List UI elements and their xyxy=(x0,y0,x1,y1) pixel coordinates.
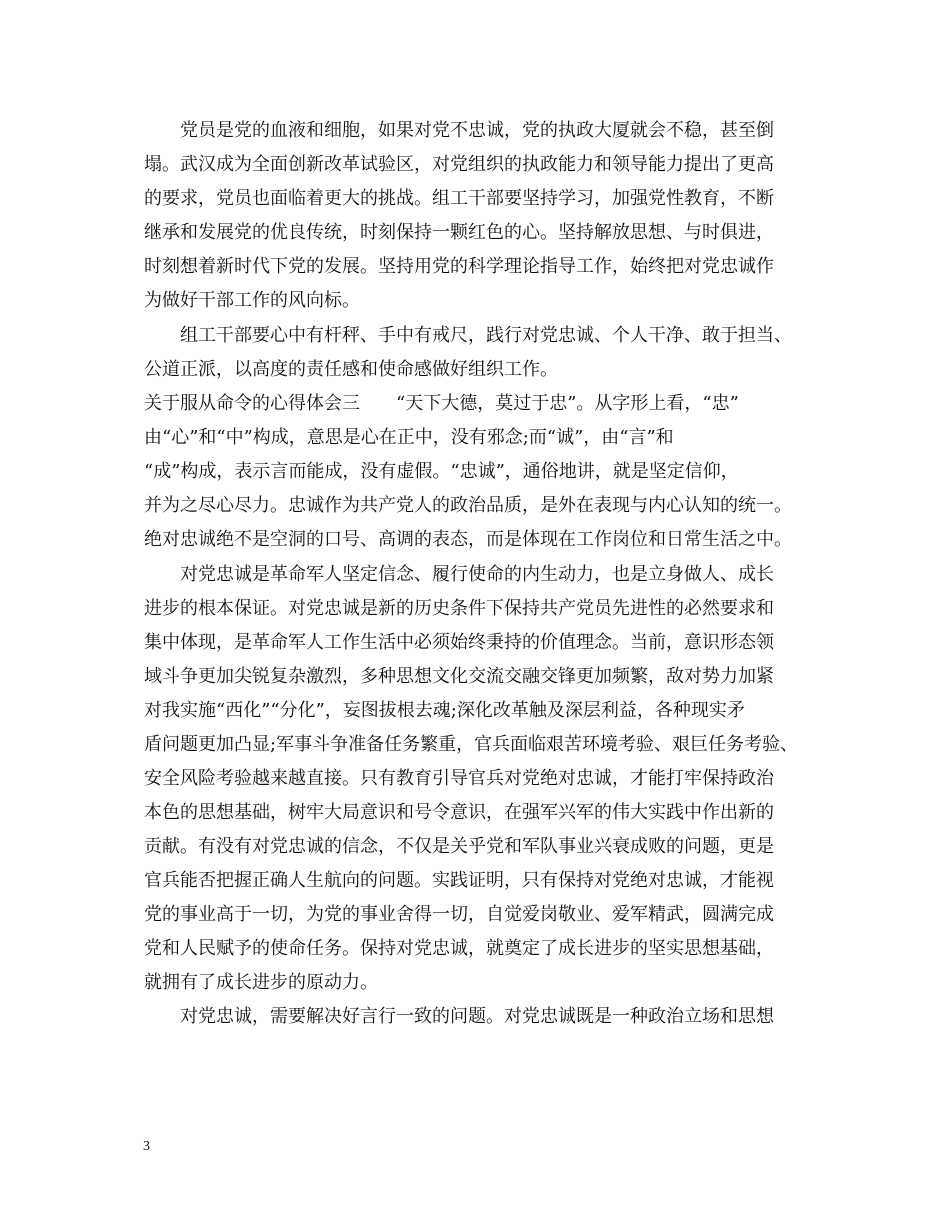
paragraph-line: 组工干部要心中有杆秤、手中有戒尺，践行对党忠诚、个人干净、敢于担当、 xyxy=(180,325,792,346)
paragraph-line: 对党忠诚是革命军人坚定信念、履行使命的内生动力，也是立身做人、成长 xyxy=(180,564,774,585)
paragraph-line: 安全风险考验越来越直接。只有教育引导官兵对党绝对忠诚，才能打牢保持政治 xyxy=(144,768,774,789)
paragraph-line: 本色的思想基础，树牢大局意识和号令意识，在强军兴军的伟大实践中作出新的 xyxy=(144,802,774,823)
paragraph-line: 时刻想着新时代下党的发展。坚持用党的科学理论指导工作，始终把对党忠诚作 xyxy=(144,256,774,277)
paragraph-line: 为做好干部工作的风向标。 xyxy=(144,290,360,311)
paragraph-line: 党员是党的血液和细胞，如果对党不忠诚，党的执政大厦就会不稳，甚至倒 xyxy=(180,120,774,141)
paragraph-line: 贡献。有没有对党忠诚的信念，不仅是关乎党和军队事业兴衰成败的问题，更是 xyxy=(144,836,774,857)
paragraph-line: 官兵能否把握正确人生航向的问题。实践证明，只有保持对党绝对忠诚，才能视 xyxy=(144,870,774,891)
paragraph-line: 对我实施“西化”“分化”，妄图拔根去魂;深化改革触及深层利益，各种现实矛 xyxy=(144,700,745,721)
paragraph-line: 进步的根本保证。对党忠诚是新的历史条件下保持共产党员先进性的必然要求和 xyxy=(144,598,774,619)
paragraph-line: 公道正派，以高度的责任感和使命感做好组织工作。 xyxy=(144,359,558,380)
paragraph-line: 盾问题更加凸显;军事斗争准备任务繁重，官兵面临艰苦环境考验、艰巨任务考验、 xyxy=(144,734,799,755)
paragraph-line: 党和人民赋予的使命任务。保持对党忠诚，就奠定了成长进步的坚实思想基础， xyxy=(144,938,774,959)
paragraph-line: 对党忠诚，需要解决好言行一致的问题。对党忠诚既是一种政治立场和思想 xyxy=(180,1006,774,1027)
paragraph-line: “成”构成，表示言而能成，没有虚假。“忠诚”，通俗地讲，就是坚定信仰， xyxy=(144,461,739,482)
paragraph-line: 由“心”和“中”构成，意思是心在正中，没有邪念;而“诚”，由“言”和 xyxy=(144,427,674,448)
paragraph-line: 塌。武汉成为全面创新改革试验区，对党组织的执政能力和领导能力提出了更高 xyxy=(144,154,774,175)
paragraph-line: 党的事业高于一切，为党的事业舍得一切，自觉爱岗敬业、爱军精武，圆满完成 xyxy=(144,904,774,925)
paragraph-line: 就拥有了成长进步的原动力。 xyxy=(144,972,378,993)
section-heading-line: 关于服从命令的心得体会三 “天下大德，莫过于忠”。从字形上看，“忠” xyxy=(144,393,739,414)
paragraph-line: 集中体现，是革命军人工作生活中必须始终秉持的价值理念。当前，意识形态领 xyxy=(144,632,774,653)
paragraph-line: 继承和发展党的优良传统，时刻保持一颗红色的心。坚持解放思想、与时俱进， xyxy=(144,222,774,243)
paragraph-line: 绝对忠诚绝不是空洞的口号、高调的表态，而是体现在工作岗位和日常生活之中。 xyxy=(144,529,792,550)
page-number: 3 xyxy=(143,1139,150,1154)
paragraph-line: 的要求，党员也面临着更大的挑战。组工干部要坚持学习，加强党性教育，不断 xyxy=(144,188,774,209)
paragraph-line: 域斗争更加尖锐复杂激烈，多种思想文化交流交融交锋更加频繁，敌对势力加紧 xyxy=(144,666,774,687)
paragraph-line: 并为之尽心尽力。忠诚作为共产党人的政治品质，是外在表现与内心认知的统一。 xyxy=(144,495,792,516)
